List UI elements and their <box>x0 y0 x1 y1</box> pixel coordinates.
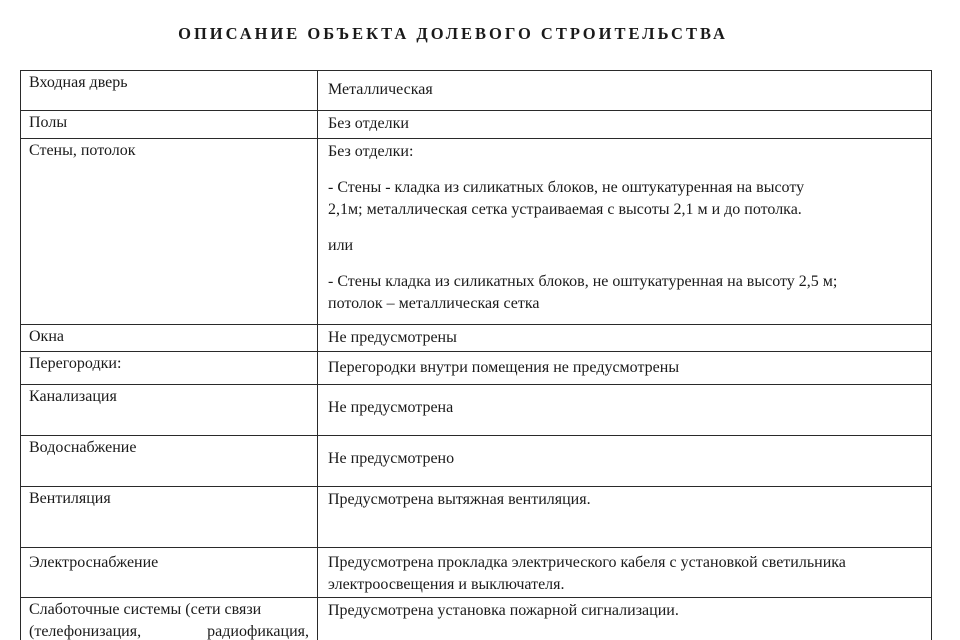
value-line: или <box>328 237 354 254</box>
row-value: Не предусмотрены <box>318 325 932 352</box>
row-label: Полы <box>21 111 318 139</box>
row-label: Окна <box>21 325 318 352</box>
value-line: Без отделки: <box>328 143 414 160</box>
row-label: Вентиляция <box>21 487 318 548</box>
table-row <box>21 139 932 325</box>
row-label: Электроснабжение <box>21 548 318 598</box>
row-label: Входная дверь <box>21 71 318 111</box>
row-value <box>318 139 932 325</box>
table-row <box>21 385 932 436</box>
row-value: Предусмотрена вытяжная вентиляция. <box>318 487 932 548</box>
table-row <box>21 325 932 352</box>
table-row <box>21 71 932 111</box>
value-line: - Стены кладка из силикатных блоков, не оштукатуренная на высоту 2,5 м; <box>328 273 838 290</box>
row-value: Предусмотрена установка пожарной сигнализации. <box>318 598 932 640</box>
value-line: Предусмотрена прокладка электрического кабеля с установкой светильника <box>328 554 846 571</box>
value-line: электроосвещения и выключателя. <box>328 576 565 593</box>
row-value: Перегородки внутри помещения не предусмотрены <box>318 352 932 385</box>
table-row <box>21 436 932 487</box>
label-line: Слаботочные системы (сети связи <box>29 601 262 618</box>
value-line: потолок – металлическая сетка <box>328 295 540 312</box>
row-label: Водоснабжение <box>21 436 318 487</box>
row-label: Канализация <box>21 385 318 436</box>
row-value: Не предусмотрено <box>318 436 932 487</box>
value-line: 2,1м; металлическая сетка устраиваемая с высоты 2,1 м и до потолка. <box>328 201 802 218</box>
table-row <box>21 487 932 548</box>
row-value: Без отделки <box>318 111 932 139</box>
row-value: Металлическая <box>318 71 932 111</box>
row-label <box>21 598 318 640</box>
table-row <box>21 352 932 385</box>
row-label: Перегородки: <box>21 352 318 385</box>
row-value <box>318 548 932 598</box>
table-row <box>21 548 932 598</box>
row-value: Не предусмотрена <box>318 385 932 436</box>
table-row <box>21 111 932 139</box>
value-line: - Стены - кладка из силикатных блоков, не оштукатуренная на высоту <box>328 179 805 196</box>
object-description-table <box>20 70 932 640</box>
label-line: (телефонизация, радиофикация, <box>29 623 309 640</box>
document-title: ОПИСАНИЕ ОБЪЕКТА ДОЛЕВОГО СТРОИТЕЛЬСТВА <box>178 24 728 43</box>
row-label: Стены, потолок <box>21 139 318 325</box>
table-row <box>21 598 932 640</box>
